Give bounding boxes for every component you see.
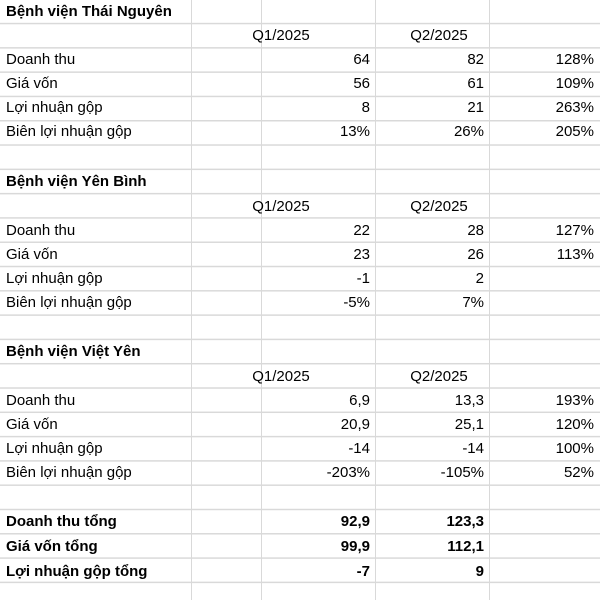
q2-header[interactable]: Q2/2025 (410, 198, 468, 215)
q1-header[interactable]: Q1/2025 (252, 27, 310, 44)
q2-value[interactable]: 82 (467, 51, 484, 68)
total-q1-value[interactable]: 99,9 (340, 538, 370, 555)
row-label[interactable]: Giá vốn (6, 416, 58, 433)
q2-header[interactable]: Q2/2025 (410, 27, 468, 44)
data-row (0, 413, 600, 437)
q2-value[interactable]: 28 (467, 222, 484, 239)
ratio-value[interactable]: 263% (555, 99, 594, 116)
row-label[interactable]: Doanh thu (6, 392, 76, 409)
row-label[interactable]: Biên lợi nhuận gộp (6, 294, 132, 311)
q1-value[interactable]: 8 (361, 99, 370, 116)
q2-value[interactable]: 26% (453, 123, 484, 140)
q1-value[interactable]: -203% (326, 464, 370, 481)
total-q2-value[interactable]: 9 (475, 563, 484, 580)
data-row (0, 389, 600, 413)
section-title-row (0, 170, 600, 194)
ratio-value[interactable]: 120% (555, 416, 594, 433)
row-label[interactable]: Giá vốn (6, 246, 58, 263)
q1-value[interactable]: 64 (353, 51, 370, 68)
q2-value[interactable]: 2 (475, 270, 484, 287)
quarter-header-row (0, 365, 600, 389)
total-label[interactable]: Doanh thu tổng (6, 513, 117, 530)
ratio-value[interactable]: 109% (555, 75, 594, 92)
section-title[interactable]: Bệnh viện Việt Yên (6, 343, 141, 360)
total-row (0, 560, 600, 584)
row-label[interactable]: Biên lợi nhuận gộp (6, 123, 132, 140)
q2-header[interactable]: Q2/2025 (410, 368, 468, 385)
section-title[interactable]: Bệnh viện Thái Nguyên (6, 3, 172, 20)
section-title-row (0, 0, 600, 24)
q1-value[interactable]: -1 (356, 270, 370, 287)
q1-value[interactable]: 22 (353, 222, 370, 239)
ratio-value[interactable]: 52% (563, 464, 594, 481)
total-q1-value[interactable]: 92,9 (340, 513, 370, 530)
q1-header[interactable]: Q1/2025 (252, 368, 310, 385)
data-row (0, 243, 600, 267)
total-row (0, 510, 600, 534)
data-row (0, 219, 600, 243)
data-row (0, 291, 600, 315)
row-label[interactable]: Lợi nhuận gộp (6, 270, 103, 287)
ratio-value[interactable] (490, 267, 600, 291)
total-q2-value[interactable]: 112,1 (447, 538, 484, 555)
q1-value[interactable]: 6,9 (349, 392, 370, 409)
q1-value[interactable]: 20,9 (340, 416, 370, 433)
ratio-value[interactable]: 100% (555, 440, 594, 457)
section-title[interactable]: Bệnh viện Yên Bình (6, 173, 147, 190)
ratio-value[interactable]: 193% (555, 392, 594, 409)
data-row (0, 120, 600, 144)
total-q1-value[interactable]: -7 (356, 563, 370, 580)
q2-value[interactable]: -105% (440, 464, 484, 481)
row-label[interactable]: Biên lợi nhuận gộp (6, 464, 132, 481)
q2-value[interactable]: -14 (462, 440, 484, 457)
q1-header[interactable]: Q1/2025 (252, 198, 310, 215)
data-row (0, 437, 600, 461)
ratio-value[interactable] (490, 291, 600, 315)
q2-value[interactable]: 21 (467, 99, 484, 116)
q1-value[interactable]: 13% (339, 123, 370, 140)
ratio-value[interactable]: 128% (555, 51, 594, 68)
ratio-value[interactable]: 205% (555, 123, 594, 140)
q2-value[interactable]: 61 (467, 75, 484, 92)
row-label[interactable]: Lợi nhuận gộp (6, 99, 103, 116)
data-row (0, 267, 600, 291)
data-row (0, 461, 600, 485)
q2-value[interactable]: 7% (462, 294, 484, 311)
q1-value[interactable]: -14 (348, 440, 370, 457)
total-row (0, 535, 600, 559)
ratio-value[interactable]: 127% (555, 222, 594, 239)
quarter-header-row (0, 24, 600, 48)
total-label[interactable]: Giá vốn tổng (6, 538, 98, 555)
ratio-value[interactable]: 113% (556, 246, 594, 263)
section-title-row (0, 340, 600, 364)
quarter-header-row (0, 195, 600, 219)
q1-value[interactable]: 23 (353, 246, 370, 263)
data-row (0, 48, 600, 72)
q2-value[interactable]: 26 (467, 246, 484, 263)
q2-value[interactable]: 25,1 (454, 416, 484, 433)
data-row (0, 96, 600, 120)
row-label[interactable]: Lợi nhuận gộp (6, 440, 103, 457)
row-label[interactable]: Doanh thu (6, 222, 76, 239)
total-q2-value[interactable]: 123,3 (446, 513, 484, 530)
q1-value[interactable]: -5% (343, 294, 370, 311)
q2-value[interactable]: 13,3 (454, 392, 484, 409)
total-label[interactable]: Lợi nhuận gộp tổng (6, 563, 148, 580)
q1-value[interactable]: 56 (353, 75, 370, 92)
row-label[interactable]: Doanh thu (6, 51, 76, 68)
row-label[interactable]: Giá vốn (6, 75, 58, 92)
data-row (0, 72, 600, 96)
